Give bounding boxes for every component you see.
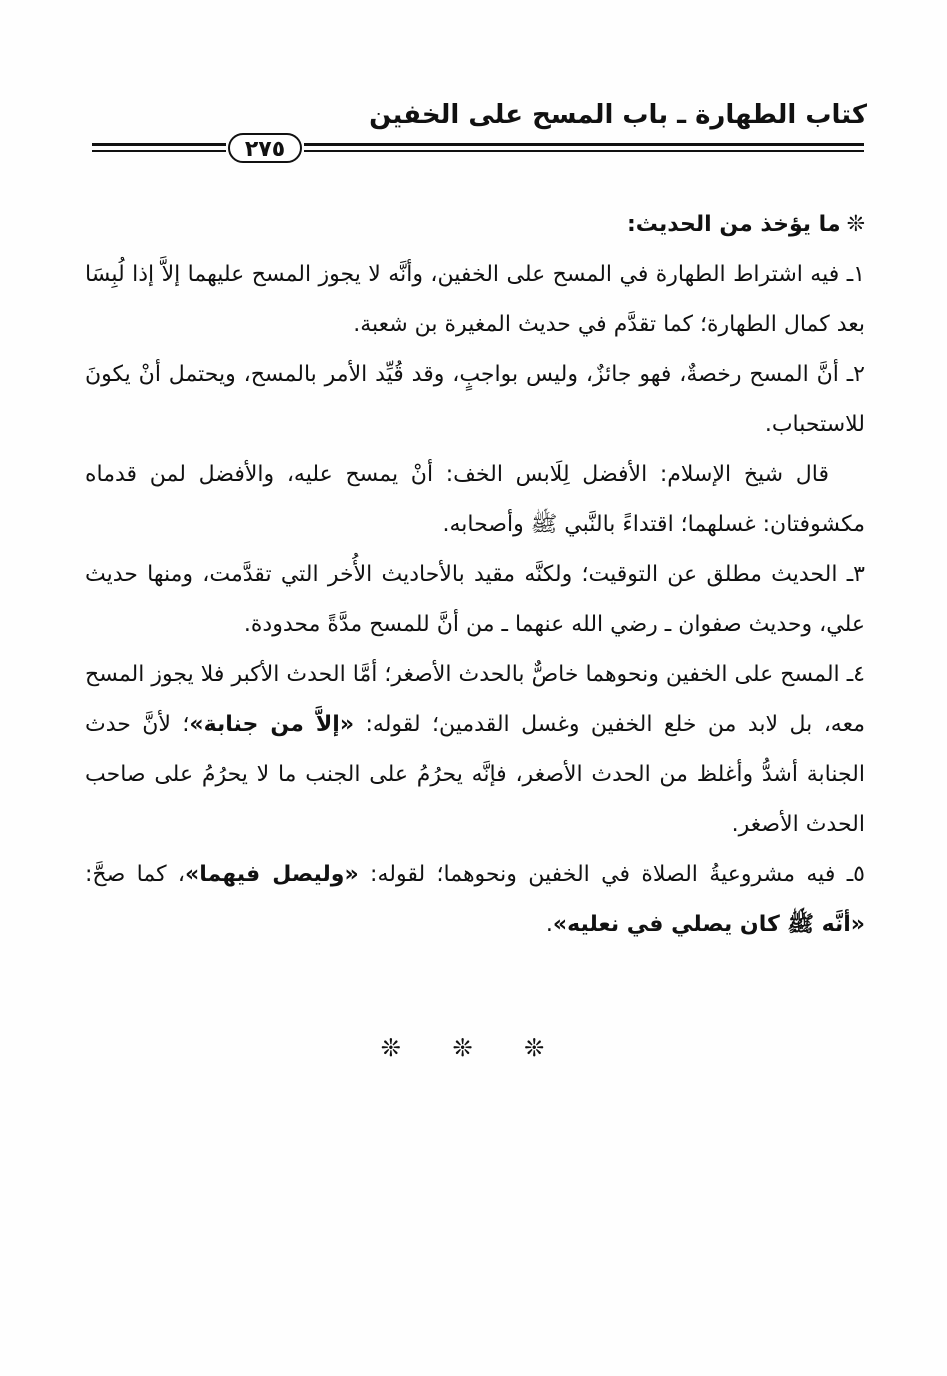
list-item [85,250,865,350]
item-number: ١ـ [846,262,865,287]
item-text: فيه اشتراط الطهارة في المسح على الخفين، وأنَّه لا يجوز المسح عليهما إلاَّ إذا لُبِسَا بعد كمال الطهارة؛ كما تقدَّم في حديث المغيرة بن شعبة. [85,262,865,337]
item-text-part: فيه مشروعيةُ الصلاة في الخفين ونحوهما؛ لقوله: [358,862,836,887]
item-number: ٤ـ [846,662,865,687]
list-item [85,550,865,650]
page-number: ٢٧٥ [228,133,302,163]
list-item [85,350,865,450]
hadith-quote: «إلاَّ من جنابة» [189,712,355,737]
quote-paragraph: قال شيخ الإسلام: الأفضل لِلَابس الخف: أنْ يمسح عليه، والأفضل لمن قدماه مكشوفتان: غسلهما؛ اقتداءً بالنَّبي ﷺ وأصحابه. [85,462,865,537]
header-rule-right [304,143,864,156]
item-text-part: ، كما صحَّ: [85,862,186,887]
item-number: ٢ـ [846,362,865,387]
header-rule [92,138,864,162]
list-item [85,650,865,850]
item-number: ٣ـ [846,562,865,587]
page-body [85,200,865,950]
hadith-quote: «وليصل فيهما» [185,862,359,887]
section-heading-text: ما يؤخذ من الحديث: [626,212,841,237]
item-number: ٥ـ [846,862,865,887]
item-text-part: . [545,912,553,937]
section-divider-stars: ❊ ❊ ❊ [380,1034,567,1062]
list-item [85,850,865,950]
star-ornament-icon: ❊ [846,212,865,237]
item-text-part: ؛ لأنَّ حدث الجنابة أشدُّ وأغلظ من الحدث الأصغر، فإنَّه يحرُمُ على الجنب ما لا يحرُمُ على صاحب الحدث الأصغر. [85,712,865,837]
item-text: الحديث مطلق عن التوقيت؛ ولكنَّه مقيد بالأحاديث الأُخر التي تقدَّمت، ومنها حديث علي، وحديث صفوان ـ رضي الله عنهما ـ من أنَّ للمسح مدَّةً محدودة. [85,562,865,637]
item-text: أنَّ المسح رخصةٌ، فهو جائزٌ، وليس بواجبٍ، وقد قُيِّد الأمر بالمسح، ويحتمل أنْ يكونَ للاستحباب. [85,362,865,437]
running-header-title: كتاب الطهارة ـ باب المسح على الخفين [369,100,867,130]
section-heading [85,200,865,250]
hadith-quote: «أنَّه ﷺ كان يصلي في نعليه» [552,912,865,937]
item-text-part: المسح على الخفين ونحوهما خاصٌّ بالحدث الأصغر؛ أمَّا الحدث الأكبر فلا يجوز المسح معه، بل لابد من خلع الخفين وغسل القدمين؛ لقوله: [85,662,865,737]
header-rule-left [92,143,226,156]
